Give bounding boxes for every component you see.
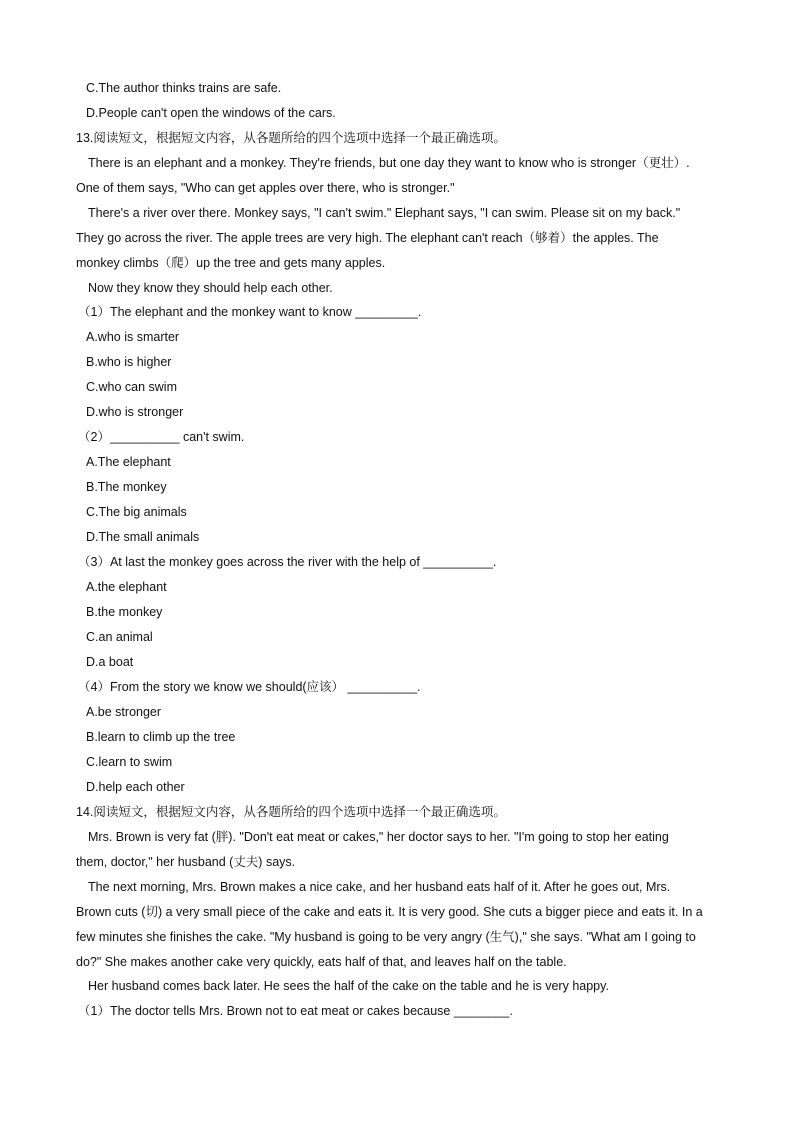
q13-4-stem: （4）From the story we know we should(应该） __________. bbox=[78, 680, 421, 694]
q14-1-stem: （1）The doctor tells Mrs. Brown not to eat meat or cakes because ________. bbox=[78, 1004, 513, 1018]
q14-passage-line: Brown cuts (切) a very small piece of the cake and eats it. It is very good. She cuts a bigger piece and eats it. In a bbox=[76, 905, 703, 919]
q13-2-option-c: C.The big animals bbox=[86, 505, 187, 519]
q13-passage-line: One of them says, "Who can get apples over there, who is stronger." bbox=[76, 181, 455, 195]
q14-passage-line: The next morning, Mrs. Brown makes a nice cake, and her husband eats half of it. After he goes out, Mrs. bbox=[88, 880, 671, 894]
q13-passage-line: There's a river over there. Monkey says, "I can't swim." Elephant says, "I can swim. Please sit on my back." bbox=[88, 206, 681, 220]
q13-2-stem: （2）__________ can't swim. bbox=[78, 430, 245, 444]
q13-2-option-a: A.The elephant bbox=[86, 455, 171, 469]
q13-3-option-b: B.the monkey bbox=[86, 605, 163, 619]
q13-3-option-a: A.the elephant bbox=[86, 580, 167, 594]
q13-passage-line: They go across the river. The apple trees are very high. The elephant can't reach（够着）the apples. The bbox=[76, 231, 659, 245]
q13-3-option-d: D.a boat bbox=[86, 655, 134, 669]
q13-4-option-c: C.learn to swim bbox=[86, 755, 173, 769]
q13-4-option-a: A.be stronger bbox=[86, 705, 162, 719]
q14-passage-line: do?" She makes another cake very quickly, eats half of that, and leaves half on the table. bbox=[76, 955, 567, 969]
q13-1-stem: （1）The elephant and the monkey want to know _________. bbox=[78, 305, 422, 319]
q14-heading: 14.阅读短文，根据短文内容，从各题所给的四个选项中选择一个最正确选项。 bbox=[76, 805, 506, 819]
q13-1-option-a: A.who is smarter bbox=[86, 330, 180, 344]
q13-1-option-b: B.who is higher bbox=[86, 355, 172, 369]
q14-passage-line: few minutes she finishes the cake. "My husband is going to be very angry (生气)," she says. "What am I going to bbox=[76, 930, 696, 944]
q14-passage-line: Mrs. Brown is very fat (胖). "Don't eat meat or cakes," her doctor says to her. "I'm going to stop her eating bbox=[88, 830, 669, 844]
q13-4-option-d: D.help each other bbox=[86, 780, 185, 794]
q13-heading: 13.阅读短文，根据短文内容，从各题所给的四个选项中选择一个最正确选项。 bbox=[76, 131, 506, 145]
q13-passage-line: monkey climbs（爬）up the tree and gets many apples. bbox=[76, 256, 386, 270]
q13-2-option-d: D.The small animals bbox=[86, 530, 200, 544]
prev-option-c: C.The author thinks trains are safe. bbox=[86, 81, 282, 95]
q14-passage-line: Her husband comes back later. He sees the half of the cake on the table and he is very happy. bbox=[88, 979, 609, 993]
q13-4-option-b: B.learn to climb up the tree bbox=[86, 730, 236, 744]
q13-passage-line: There is an elephant and a monkey. They're friends, but one day they want to know who is stronger（更壮）. bbox=[88, 156, 690, 170]
q13-3-option-c: C.an animal bbox=[86, 630, 153, 644]
q13-1-option-c: C.who can swim bbox=[86, 380, 177, 394]
q13-1-option-d: D.who is stronger bbox=[86, 405, 184, 419]
q13-passage-line: Now they know they should help each other. bbox=[88, 281, 333, 295]
q13-2-option-b: B.The monkey bbox=[86, 480, 167, 494]
q14-passage-line: them, doctor," her husband (丈夫) says. bbox=[76, 855, 296, 869]
prev-option-d: D.People can't open the windows of the cars. bbox=[86, 106, 336, 120]
q13-3-stem: （3）At last the monkey goes across the river with the help of __________. bbox=[78, 555, 497, 569]
